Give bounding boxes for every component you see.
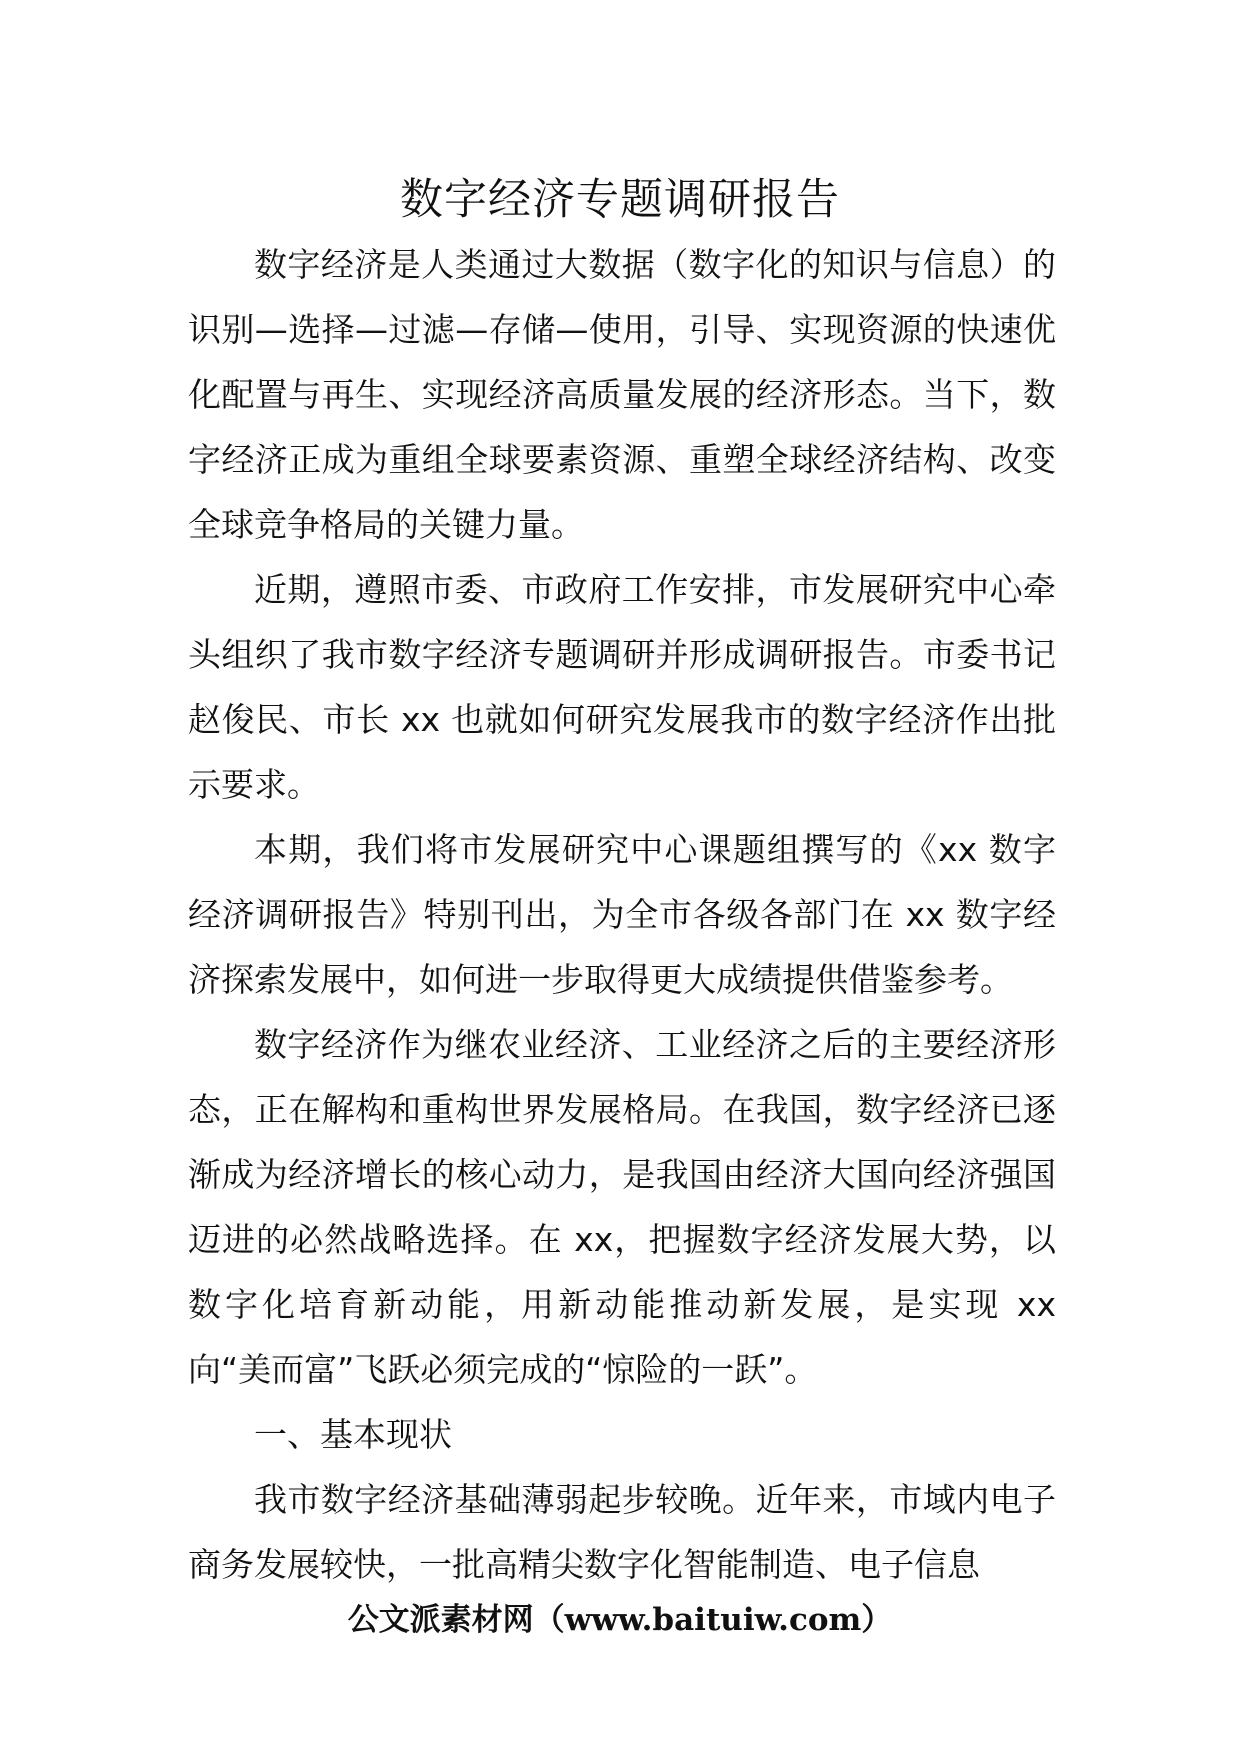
paragraph-this-issue: 本期，我们将市发展研究中心课题组撰写的《xx 数字经济调研报告》特别刊出，为全市各级各部门在 xx 数字经济探索发展中，如何进一步取得更大成绩提供借鉴参考。 [188,830,1056,999]
footer-watermark: 公文派素材网（www.baituiw.com） [347,1602,893,1638]
section-heading: 一、基本现状 [254,1415,452,1454]
document-title: 数字经济专题调研报告 [400,175,840,225]
paragraph-recent: 近期，遵照市委、市政府工作安排，市发展研究中心牵头组织了我市数字经济专题调研并形成调研报告。市委书记赵俊民、市长 xx 也就如何研究发展我市的数字经济作出批示要求。 [188,570,1056,804]
paragraph-context: 数字经济作为继农业经济、工业经济之后的主要经济形态，正在解构和重构世界发展格局。在我国，数字经济已逐渐成为经济增长的核心动力，是我国由经济大国向经济强国迈进的必然战略选择。在 xx，把握数字经济发展大势，以数字化培育新动能，用新动能推动新发展，是实现 xx 向“美而富”飞跃必须完成的“惊险的一跃”。 [188,1025,1056,1389]
paragraph-section-1: 我市数字经济基础薄弱起步较晚。近年来，市域内电子商务发展较快，一批高精尖数字化智能制造、电子信息 [188,1480,1056,1584]
paragraph-intro: 数字经济是人类通过大数据（数字化的知识与信息）的识别—选择—过滤—存储—使用，引导、实现资源的快速优化配置与再生、实现经济高质量发展的经济形态。当下，数字经济正成为重组全球要素资源、重塑全球经济结构、改变全球竞争格局的关键力量。 [188,245,1056,544]
document-body [188,232,1056,1597]
